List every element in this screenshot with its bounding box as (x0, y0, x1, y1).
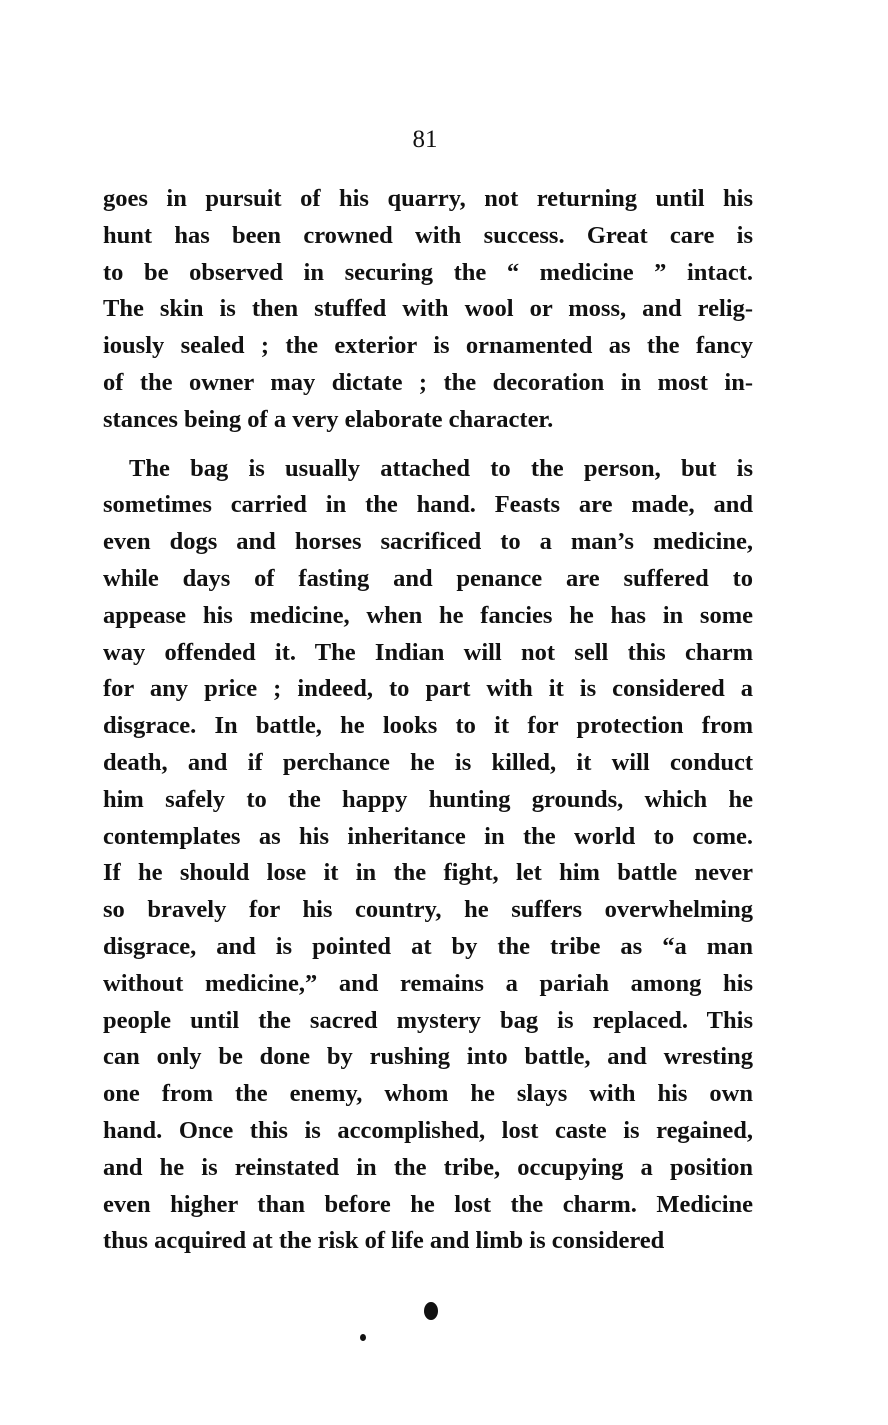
text-line: way offended it. The Indian will not sell this charm (103, 638, 753, 666)
text-line: thus acquired at the risk of life and limb is considered (103, 1227, 665, 1255)
text-line: people until the sacred mystery bag is replaced. This (103, 1006, 753, 1034)
text-line: The bag is usually attached to the person, but is (129, 454, 753, 482)
text-line: and he is reinstated in the tribe, occupying a position (103, 1153, 753, 1181)
page-number: 81 (412, 126, 438, 153)
text-line: without medicine,” and remains a pariah among his (103, 969, 753, 997)
text-line: goes in pursuit of his quarry, not returning until his (103, 185, 753, 212)
text-line: him safely to the happy hunting grounds, which he (103, 785, 753, 813)
text-line: appease his medicine, when he fancies he has in some (103, 601, 753, 629)
text-line: If he should lose it in the fight, let him battle never (103, 859, 753, 887)
text-line: even dogs and horses sacrificed to a man’s medicine, (103, 528, 753, 556)
text-line: for any price ; indeed, to part with it is considered a (103, 675, 753, 703)
text-line: so bravely for his country, he suffers overwhelming (103, 896, 753, 924)
text-line: while days of fasting and penance are suffered to (103, 564, 753, 592)
text-line: The skin is then stuffed with wool or moss, and relig- (103, 295, 753, 323)
text-line: death, and if perchance he is killed, it will conduct (103, 748, 753, 776)
ink-speck (360, 1334, 366, 1341)
ink-blot (424, 1302, 438, 1320)
text-line: stances being of a very elaborate character. (103, 405, 554, 433)
paragraph-2 (103, 451, 753, 1261)
text-line: even higher than before he lost the charm. Medicine (103, 1190, 753, 1218)
text-line: of the owner may dictate ; the decoration in most in- (103, 368, 753, 396)
text-line: hunt has been crowned with success. Great care is (103, 221, 753, 249)
text-line: to be observed in securing the “ medicine ” intact. (103, 258, 753, 286)
text-line: one from the enemy, whom he slays with his own (103, 1080, 753, 1108)
text-line: hand. Once this is accomplished, lost caste is regained, (103, 1116, 753, 1144)
text-line: can only be done by rushing into battle, and wresting (103, 1043, 753, 1071)
text-line: disgrace. In battle, he looks to it for protection from (103, 712, 753, 740)
text-line: iously sealed ; the exterior is ornamented as the fancy (103, 332, 753, 360)
text-line: contemplates as his inheritance in the world to come. (103, 822, 753, 850)
body-text (103, 181, 753, 1260)
paragraph-1 (103, 181, 753, 439)
text-line: sometimes carried in the hand. Feasts are made, and (103, 491, 753, 519)
text-line: disgrace, and is pointed at by the tribe as “a man (103, 932, 753, 960)
